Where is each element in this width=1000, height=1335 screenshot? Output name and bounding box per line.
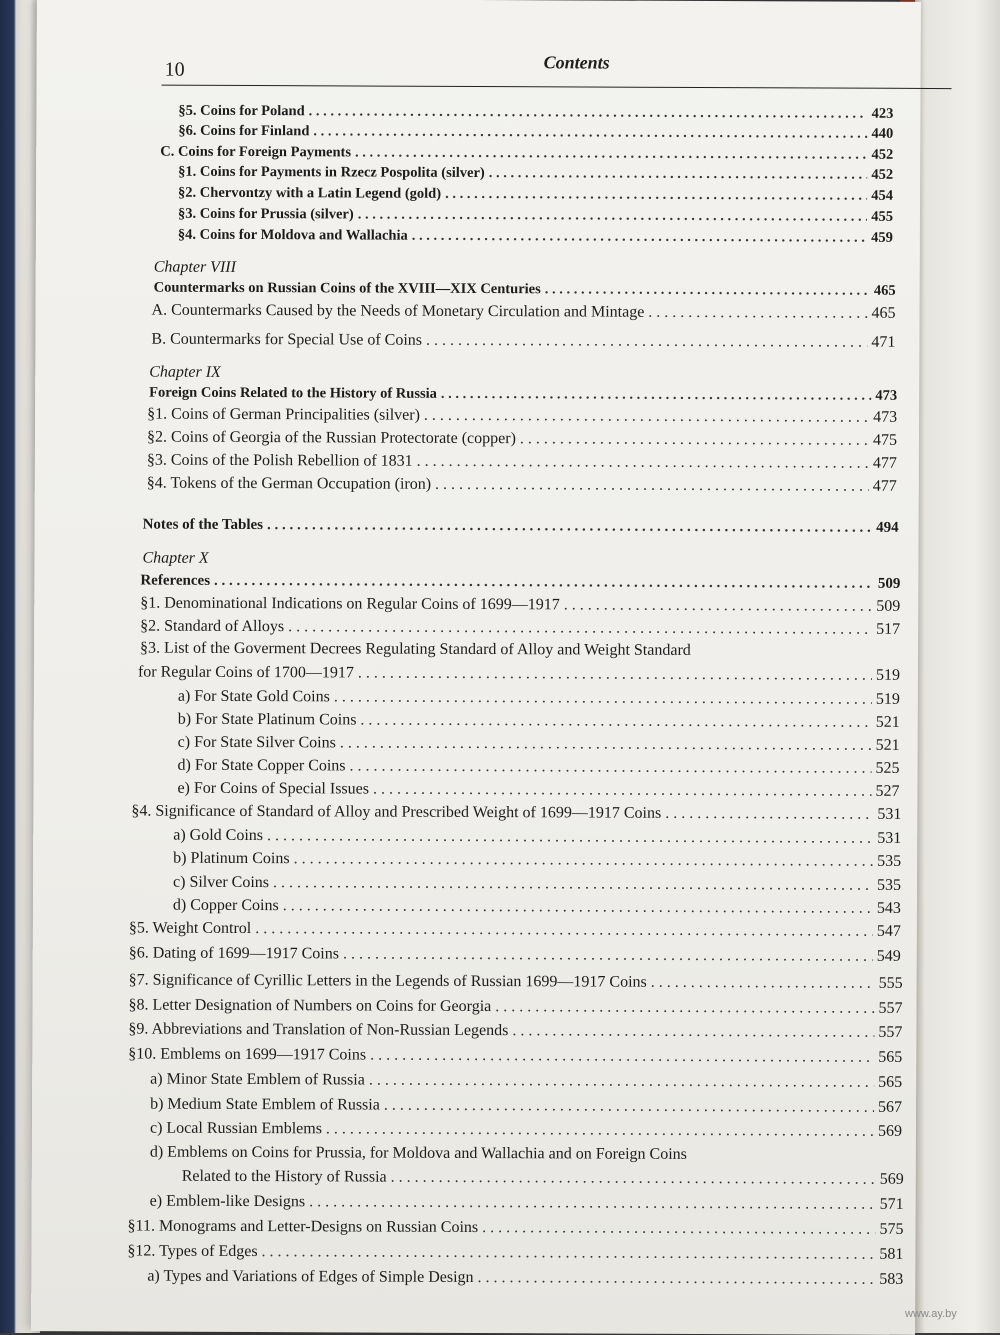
page-number: 10 xyxy=(164,58,185,81)
toc-entry: §10. Emblems on 1699—1917 Coins . . . 565 xyxy=(128,1044,902,1067)
toc-entry: B. Countermarks for Special Use of Coins . . . 471 xyxy=(151,330,895,353)
toc-entry: c) Silver Coins . . . 535 xyxy=(173,873,901,896)
toc-entry: e) Emblem-like Designs . . . 571 xyxy=(150,1192,904,1215)
toc-entry: §1. Coins of German Principalities (silver) . . . 473 xyxy=(147,405,897,428)
toc-entry: §1. Coins for Payments in Rzecz Pospolita (silver) . . . 452 xyxy=(178,162,893,185)
toc-entry: d) Copper Coins . . . 543 xyxy=(173,896,901,919)
running-title: Contents xyxy=(543,52,610,73)
toc-entry-line: d) Emblems on Coins for Prussia, for Moldova and Wallachia and on Foreign Coins xyxy=(149,1143,687,1163)
toc-entry: a) Minor State Emblem of Russia . . . 565 xyxy=(150,1070,902,1093)
toc-entry: §5. Weight Control . . . 547 xyxy=(129,918,901,941)
toc-entry: §4. Tokens of the German Occupation (iron) . . . 477 xyxy=(147,474,897,497)
toc-entry: b) For State Platinum Coins . . . 521 xyxy=(178,710,900,733)
toc-entry: §8. Letter Designation of Numbers on Coins for Georgia . . . 557 xyxy=(128,995,902,1018)
book-page xyxy=(31,0,921,1335)
toc-entry: d) For State Copper Coins . . . 525 xyxy=(178,756,900,779)
toc-entry: a) For State Gold Coins . . . 519 xyxy=(178,687,900,710)
toc-entry: §12. Types of Edges . . . 581 xyxy=(127,1241,903,1264)
toc-entry: §2. Chervontzy with a Latin Legend (gold) . . . 454 xyxy=(178,183,893,206)
chapter-heading: Countermarks on Russian Coins of the XVIII—XIX Centuries . . . 465 xyxy=(154,278,896,301)
toc-entry: §1. Denominational Indications on Regular Coins of 1699—1917 . . . 509 xyxy=(140,594,900,617)
toc-entry: §11. Monograms and Letter-Designs on Russian Coins . . . 575 xyxy=(128,1216,904,1239)
chapter-heading: Foreign Coins Related to the History of Russia . . . 473 xyxy=(149,383,897,406)
toc-entry: §3. Coins of the Polish Rebellion of 1831 . . . 477 xyxy=(147,451,897,474)
toc-entry: C. Coins for Foreign Payments . . . 452 xyxy=(160,142,893,165)
toc-entry: A. Countermarks Caused by the Needs of Monetary Circulation and Mintage . . . 465 xyxy=(152,301,896,324)
toc-entry: §6. Coins for Finland . . . 440 xyxy=(178,121,893,144)
toc-entry: §5. Coins for Poland . . . 423 xyxy=(178,101,893,124)
toc-entry: §2. Standard of Alloys . . . 517 xyxy=(140,617,900,640)
chapter-heading: References . . . 509 xyxy=(140,571,900,594)
toc-entry: for Regular Coins of 1700—1917 . . . 519 xyxy=(138,663,900,686)
toc-entry: §4. Coins for Moldova and Wallachia . . . 459 xyxy=(178,225,893,248)
next-page-edge xyxy=(915,0,1000,1333)
toc-entry: a) Types and Variations of Edges of Simple Design . . . 583 xyxy=(147,1267,903,1290)
watermark: www.ay.by xyxy=(905,1308,957,1320)
toc-entry: c) For State Silver Coins . . . 521 xyxy=(178,733,900,756)
toc-entry: b) Medium State Emblem of Russia . . . 567 xyxy=(150,1095,902,1118)
chapter-label: Chapter VIII xyxy=(153,258,236,276)
toc-entry: Related to the History of Russia . . . 569 xyxy=(182,1167,904,1190)
toc-entry: §3. Coins for Prussia (silver) . . . 455 xyxy=(178,204,893,227)
chapter-label: Chapter X xyxy=(142,549,209,567)
toc-entry: §2. Coins of Georgia of the Russian Protectorate (copper) . . . 475 xyxy=(147,428,897,451)
toc-entry: c) Local Russian Emblems . . . 569 xyxy=(150,1119,902,1142)
toc-entry: a) Gold Coins . . . 531 xyxy=(173,826,901,849)
toc-entry-line: §3. List of the Goverment Decrees Regulating Standard of Alloy and Weight Standard xyxy=(140,639,691,659)
toc-entry: Notes of the Tables . . . 494 xyxy=(143,515,899,538)
toc-entry: §4. Significance of Standard of Alloy and Prescribed Weight of 1699—1917 Coins . . . 531 xyxy=(131,801,901,824)
toc-entry: b) Platinum Coins . . . 535 xyxy=(173,849,901,872)
chapter-label: Chapter IX xyxy=(149,363,221,381)
toc-entry: §6. Dating of 1699—1917 Coins . . . 549 xyxy=(129,943,901,966)
toc-entry: §9. Abbreviations and Translation of Non-Russian Legends . . . 557 xyxy=(128,1019,902,1042)
toc-entry: e) For Coins of Special Issues . . . 527 xyxy=(177,779,899,802)
toc-entry: §7. Significance of Cyrillic Letters in the Legends of Russian 1699—1917 Coins . . . 555 xyxy=(129,970,903,993)
header-rule xyxy=(162,85,952,89)
